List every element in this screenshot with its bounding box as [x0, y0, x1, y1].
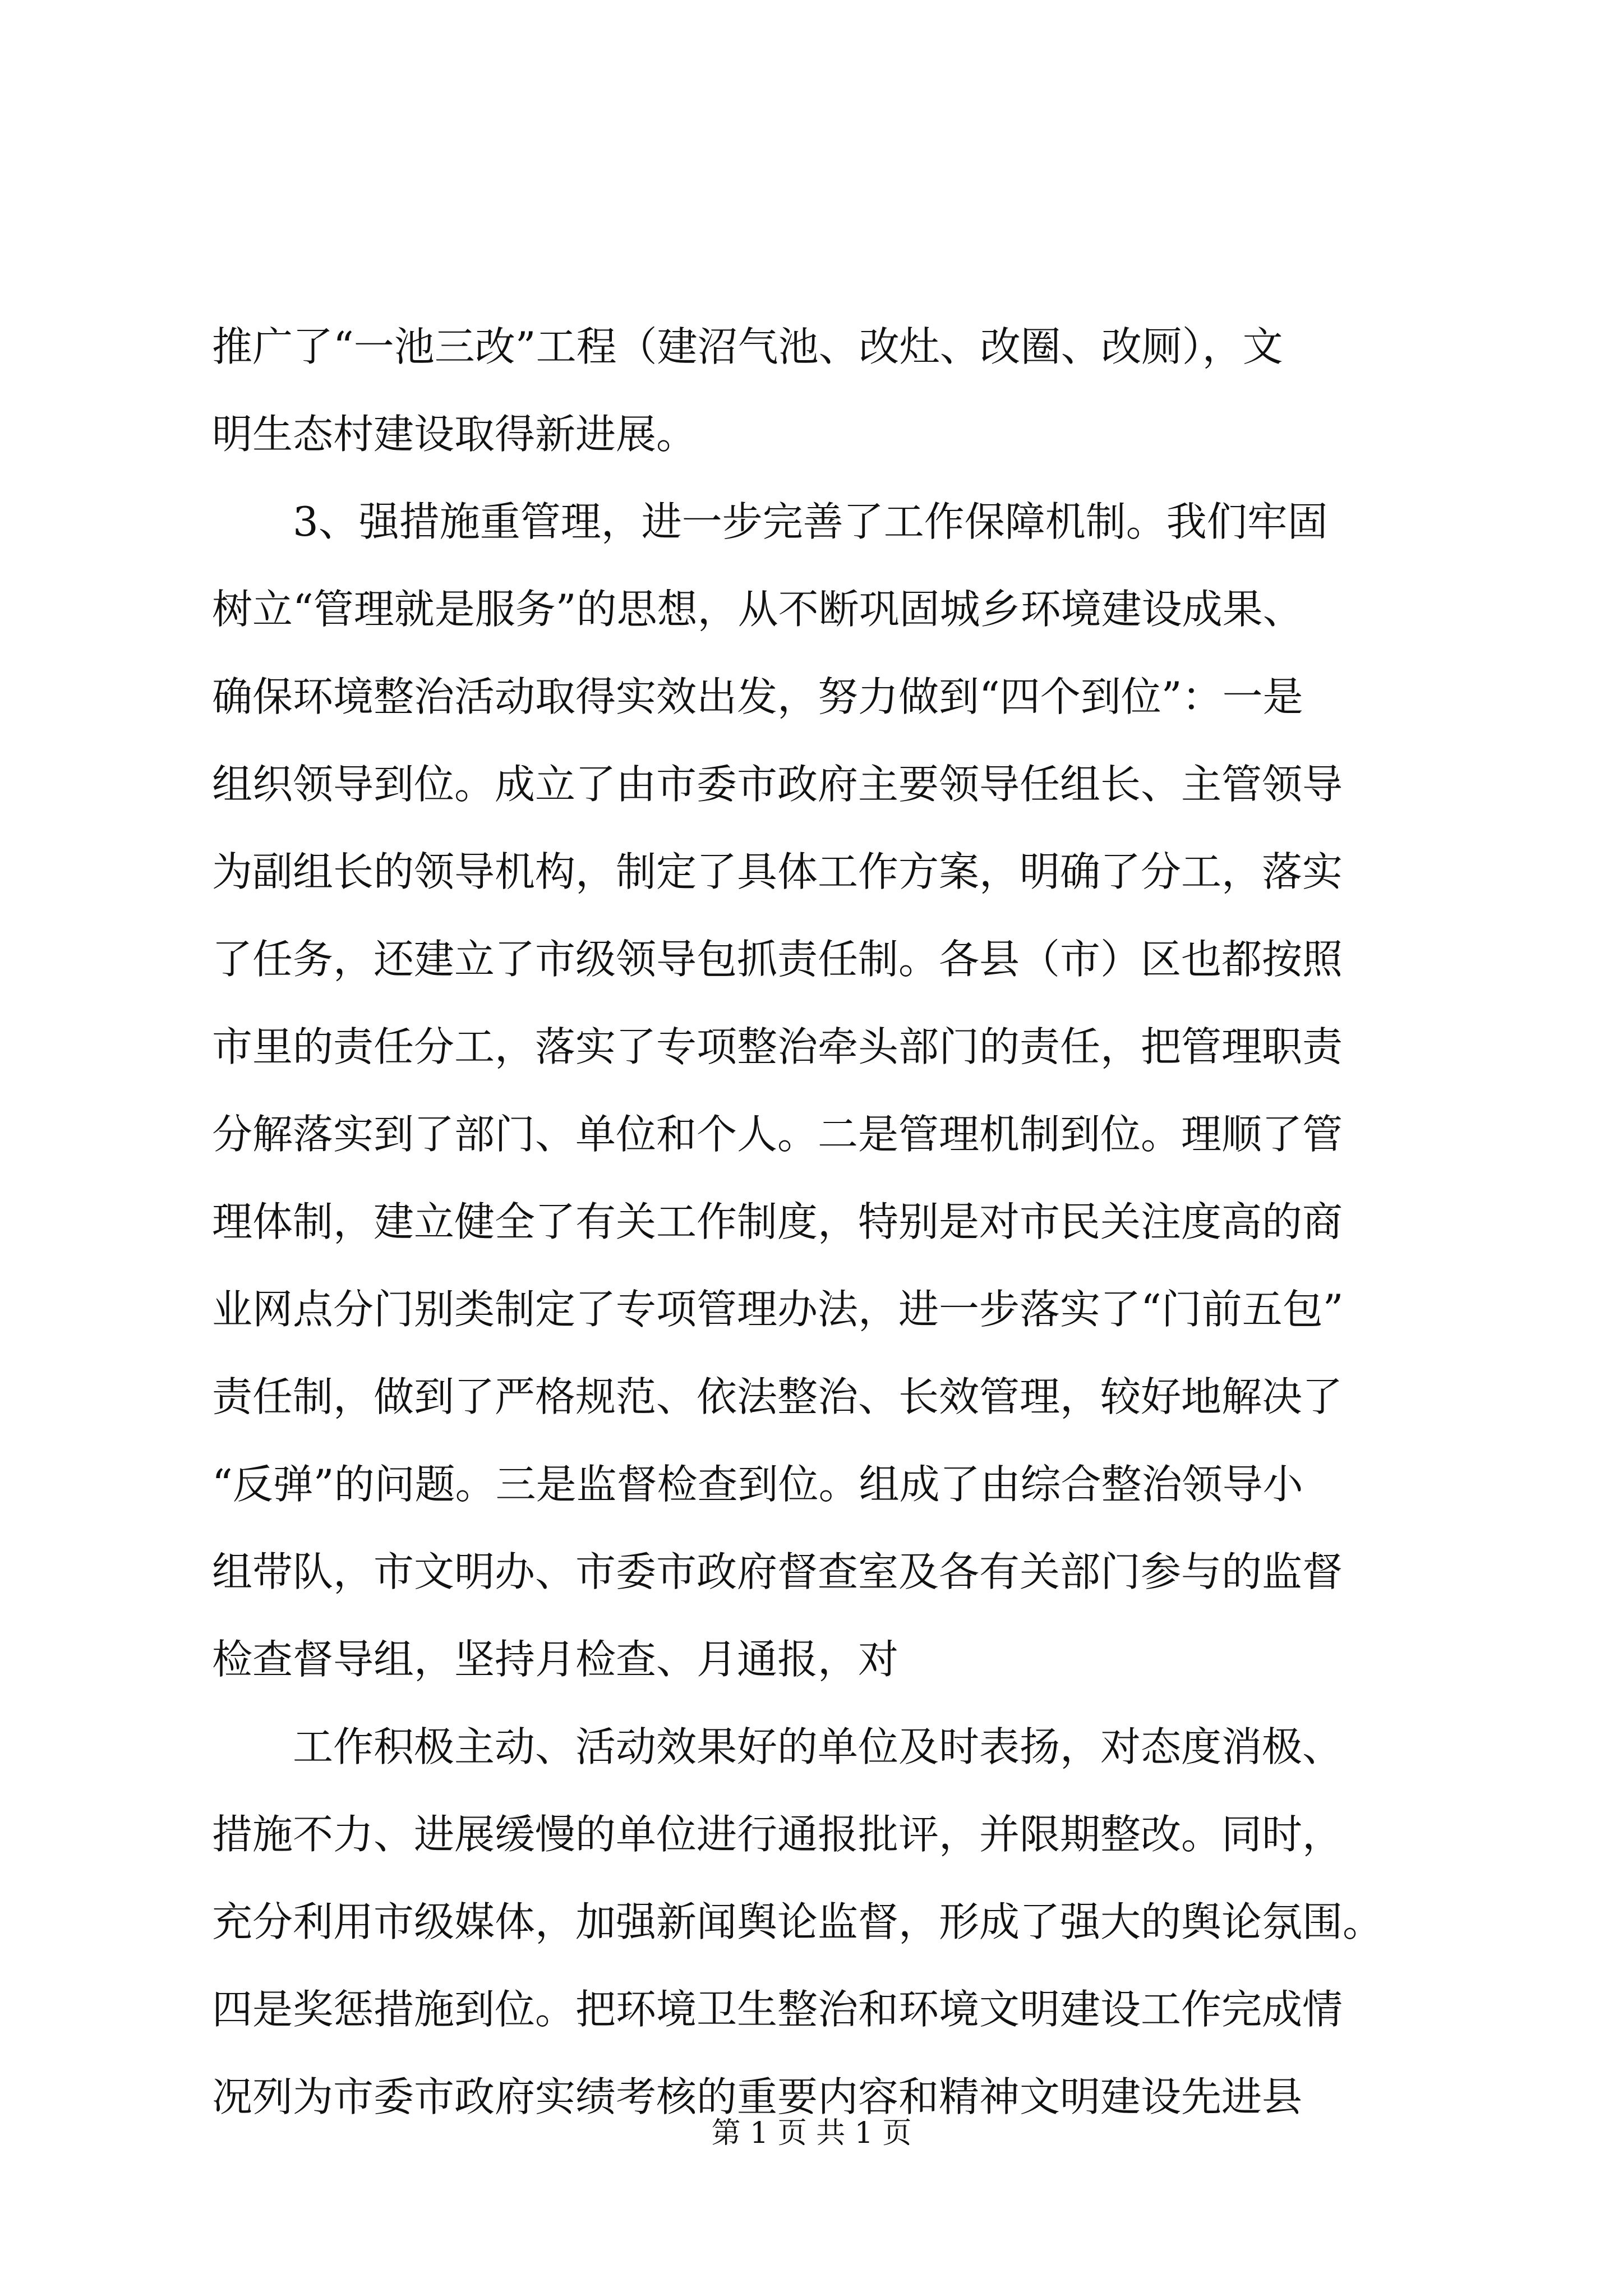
text-line: 明生态村建设取得新进展。 — [212, 411, 697, 458]
text-line: 市里的责任分工，落实了专项整治牵头部门的责任，把管理职责 — [212, 1023, 1343, 1070]
text-line: 工作积极主动、活动效果好的单位及时表扬，对态度消极、 — [212, 1723, 1343, 1770]
text-line: 确保环境整治活动取得实效出发，努力做到“四个到位”：一是 — [212, 673, 1303, 720]
text-line: 四是奖惩措施到位。把环境卫生整治和环境文明建设工作完成情 — [212, 1986, 1343, 2033]
text-line: 组织领导到位。成立了由市委市政府主要领导任组长、主管领导 — [212, 761, 1343, 808]
text-line: 况列为市委市政府实绩考核的重要内容和精神文明建设先进县 — [212, 2073, 1303, 2120]
text-line: “反弹”的问题。三是监督检查到位。组成了由综合整治领导小 — [212, 1461, 1303, 1508]
text-line: 组带队，市文明办、市委市政府督查室及各有关部门参与的监督 — [212, 1548, 1343, 1595]
text-line: 为副组长的领导机构，制定了具体工作方案，明确了分工，落实 — [212, 848, 1343, 895]
text-line: 了任务，还建立了市级领导包抓责任制。各县（市）区也都按照 — [212, 936, 1343, 983]
document-body — [212, 303, 1418, 2141]
text-line: 推广了“一池三改”工程（建沼气池、改灶、改圈、改厕），文 — [212, 323, 1283, 370]
text-line: 树立“管理就是服务”的思想，从不断巩固城乡环境建设成果、 — [212, 586, 1303, 633]
text-line: 责任制，做到了严格规范、依法整治、长效管理，较好地解决了 — [212, 1373, 1343, 1420]
text-line: 分解落实到了部门、单位和个人。二是管理机制到位。理顺了管 — [212, 1111, 1343, 1158]
text-line: 业网点分门别类制定了专项管理办法，进一步落实了“门前五包” — [212, 1286, 1344, 1333]
text-line: 措施不力、进展缓慢的单位进行通报批评，并限期整改。同时， — [212, 1811, 1343, 1858]
page-footer: 第 1 页 共 1 页 — [711, 2116, 912, 2150]
text-line: 理体制，建立健全了有关工作制度，特别是对市民关注度高的商 — [212, 1198, 1343, 1245]
text-line: 充分利用市级媒体，加强新闻舆论监督，形成了强大的舆论氛围。 — [212, 1898, 1384, 1945]
text-line: 检查督导组，坚持月检查、月通报，对 — [212, 1636, 899, 1683]
text-line: 3、强措施重管理，进一步完善了工作保障机制。我们牢固 — [212, 498, 1328, 545]
